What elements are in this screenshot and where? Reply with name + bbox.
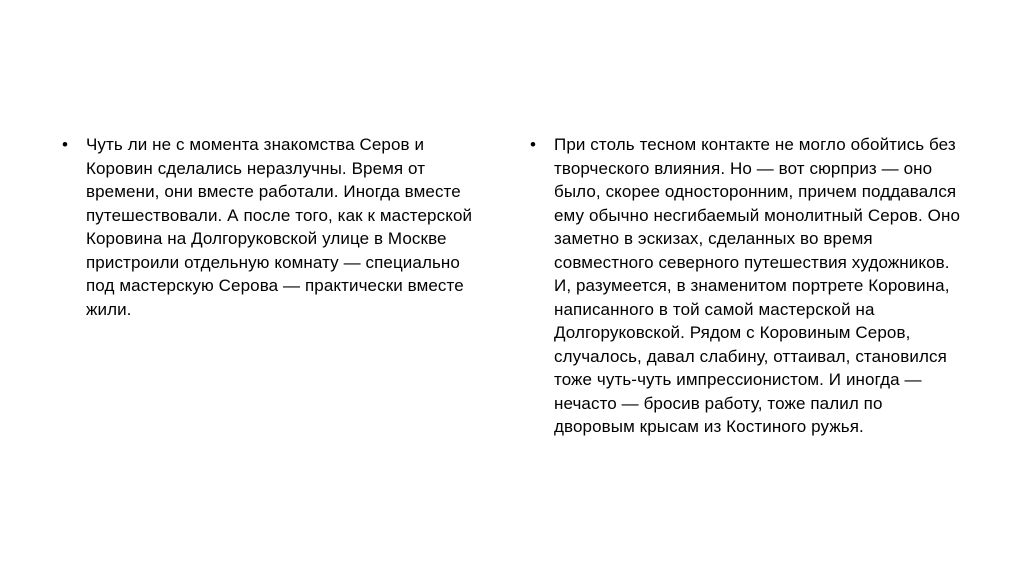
bullet-text: При столь тесном контакте не могло обойтись без творческого влияния. Но — вот сюрприз — оно было, скорее односторонним, причем поддавался ему обычно несгибаемый монолитный Серов. Оно заметно в эскизах, сделанных во время совместного северного путешествия художников. И, разумеется, в знаменитом портрете Коровина, написанного в той самой мастерской на Долгоруковской. Рядом с Коровиным Серов, случалось, давал слабину, оттаивал, становился тоже чуть-чуть импрессионистом. И иногда — нечасто — бросив работу, тоже палил по дворовым крысам из Костиного ружья. bbox=[554, 135, 961, 436]
text-column-left bbox=[62, 133, 493, 321]
bullet-item bbox=[62, 133, 493, 321]
text-column-right bbox=[530, 133, 967, 439]
bullet-text: Чуть ли не с момента знакомства Серов и Коровин сделались неразлучны. Время от времени, они вместе работали. Иногда вместе путешествовали. А после того, как к мастерской Коровина на Долгоруковской улице в Москве пристроили отдельную комнату — специально под мастерскую Серова — практически вместе жили. bbox=[86, 135, 473, 319]
bullet-item bbox=[530, 133, 967, 439]
bullet-icon: • bbox=[530, 135, 537, 154]
bullet-icon: • bbox=[62, 135, 69, 154]
